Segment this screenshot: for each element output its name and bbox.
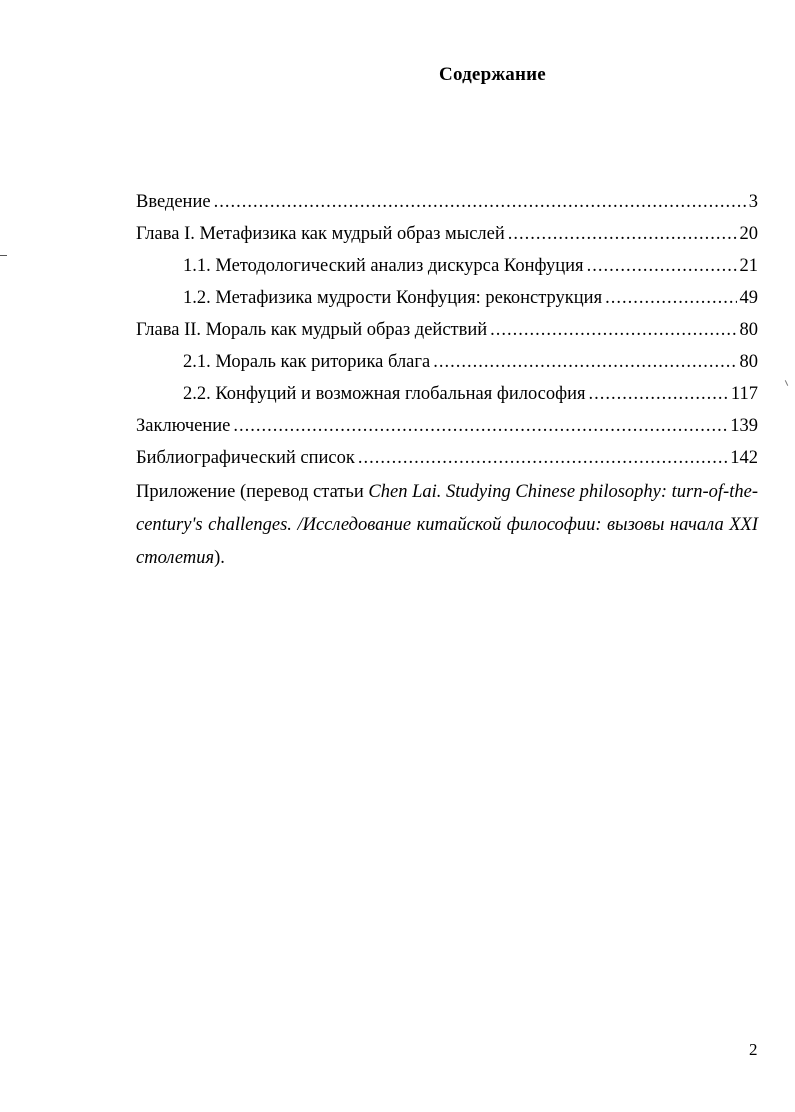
toc-entry-page: 117 [730, 384, 758, 404]
toc-leader-dots [605, 282, 736, 314]
toc-entry-page: 80 [739, 352, 758, 372]
scan-margin-tick [785, 380, 788, 386]
toc-leader-dots [587, 250, 737, 282]
page-title: Содержание [439, 64, 546, 85]
toc-entry-page: 49 [739, 288, 758, 308]
toc-entry-chapter-1 [136, 218, 758, 250]
toc-entry-page: 139 [730, 416, 758, 436]
table-of-contents [136, 186, 758, 474]
appendix-italic-title: Chen Lai. Studying Chinese philosophy: turn-of-the-century's challenges. /Исследование китайской философии: вызовы начала XXI столетия [136, 482, 758, 568]
toc-entry-label: Введение [136, 192, 211, 212]
toc-entry-chapter-2 [136, 314, 758, 346]
toc-entry-label: 2.1. Мораль как риторика блага [183, 352, 431, 372]
toc-leader-dots [433, 346, 736, 378]
toc-entry-label: Заключение [136, 416, 231, 436]
toc-entry-label: Глава I. Метафизика как мудрый образ мыслей [136, 224, 505, 244]
toc-entry-label: Библиографический список [136, 448, 355, 468]
toc-entry-section-1-2 [136, 282, 758, 314]
appendix-prefix: Приложение (перевод статьи [136, 482, 369, 502]
toc-leader-dots [214, 186, 746, 218]
toc-entry-page: 80 [739, 320, 758, 340]
toc-entry-section-1-1 [136, 250, 758, 282]
toc-entry-page: 3 [748, 192, 758, 212]
toc-entry-page: 20 [739, 224, 758, 244]
toc-entry-page: 142 [730, 448, 758, 468]
toc-entry-label: 2.2. Конфуций и возможная глобальная философия [183, 384, 586, 404]
toc-entry-section-2-1 [136, 346, 758, 378]
scan-margin-mark [0, 255, 7, 256]
toc-entry-section-2-2 [136, 378, 758, 410]
toc-entry-page: 21 [739, 256, 758, 276]
toc-leader-dots [358, 442, 727, 474]
toc-entry-appendix [136, 476, 758, 575]
toc-entry-bibliography [136, 442, 758, 474]
toc-entry-label: 1.2. Метафизика мудрости Конфуция: реконструкция [183, 288, 603, 308]
toc-entry-conclusion [136, 410, 758, 442]
toc-entry-label: Глава II. Мораль как мудрый образ действий [136, 320, 488, 340]
toc-leader-dots [508, 218, 737, 250]
toc-entry-label: 1.1. Методологический анализ дискурса Конфуция [183, 256, 584, 276]
appendix-suffix: ). [214, 548, 225, 568]
toc-leader-dots [233, 410, 727, 442]
toc-leader-dots [589, 378, 728, 410]
page-number: 2 [749, 1040, 758, 1059]
toc-entry-introduction [136, 186, 758, 218]
toc-leader-dots [490, 314, 736, 346]
